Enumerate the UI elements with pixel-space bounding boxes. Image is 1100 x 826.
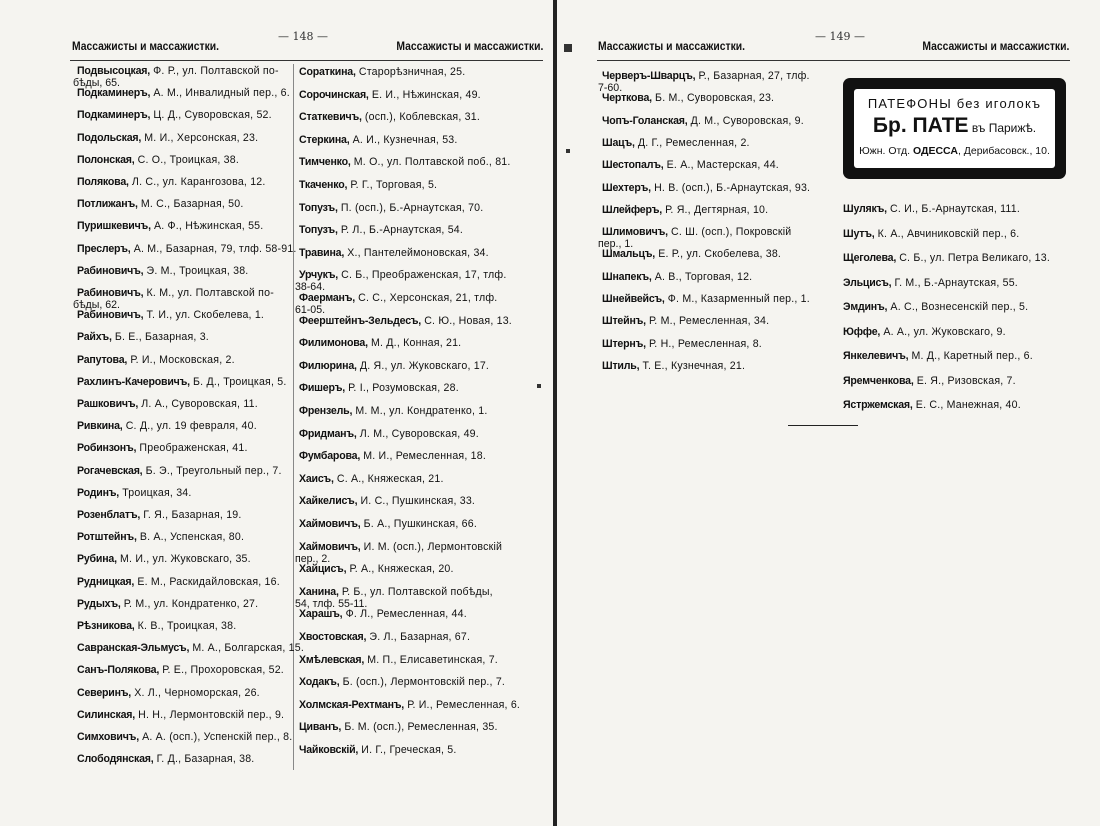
directory-entry [77,354,235,366]
entry-details: А. Ф., Нѣжинская, 55. [150,220,264,233]
edge-mark [537,384,541,388]
directory-entry [299,676,505,688]
directory-entry [843,301,1028,313]
header-rule [597,60,1070,61]
directory-entry [843,326,1006,338]
running-header-right: Массажисты и массажистки. [396,41,543,53]
entry-name: Рабиновичъ, [77,264,144,277]
entry-details: М. О., ул. Полтавской поб., 81. [350,156,511,169]
directory-entry [73,287,274,311]
entry-name: Северинъ, [77,686,132,699]
directory-entry [602,293,810,305]
entry-name: Феерштейнъ-Зельдесъ, [299,314,422,327]
directory-entry [295,269,507,294]
entry-continuation: бѣды, 62. [73,299,120,311]
directory-entry [299,450,486,462]
entry-name: Черткова, [602,92,652,105]
entry-details: В. А., Успенская, 80. [136,531,245,544]
entry-name: Подвысоцкая, [77,65,151,77]
entry-name: Рапутова, [77,353,128,366]
entry-name: Ротштейнъ, [77,531,137,544]
directory-entry [299,66,465,78]
entry-name: Ходакъ, [299,676,340,689]
directory-entry [602,92,774,104]
directory-entry [77,420,257,432]
directory-entry [602,204,768,216]
directory-entry [843,350,1033,362]
directory-entry [77,442,248,454]
entry-details: С. Д., ул. 19 февраля, 40. [122,420,257,433]
entry-continuation: бѣды, 65. [73,77,120,89]
directory-entry [77,509,242,521]
entry-name: Подольская, [77,131,142,144]
directory-entry [299,473,444,485]
directory-entry [73,65,279,89]
entry-name: Циванъ, [299,721,342,734]
directory-entry [602,338,762,350]
entry-name: Шацъ, [602,136,635,149]
entry-name: Шлимовичъ, [602,226,668,239]
entry-continuation: 61-05. [295,304,326,316]
directory-entry [602,360,745,372]
entry-details: Р. Г., Торговая, 5. [347,179,438,191]
entry-details: Б. (осп.), Лермонтовскiй пер., 7. [339,676,506,689]
entry-name: Рахлинъ-Качеровичъ, [77,375,190,388]
directory-entry [299,631,470,643]
directory-entry [299,337,461,349]
directory-entry [77,531,244,543]
directory-entry [295,540,503,565]
directory-entry [299,89,481,101]
entry-details: Ф. Л., Ремесленная, 44. [342,608,467,621]
directory-entry [77,398,258,410]
entry-details: Р. А., Княжеская, 20. [346,563,454,576]
entry-details: Р. I., Розумовская, 28. [345,382,459,395]
entry-details: Н. Н., Лермонтовскiй пер., 9. [135,708,285,721]
entry-name: Эмдинъ, [843,301,888,313]
entry-name: Стеркина, [299,133,350,146]
directory-entry [299,744,457,756]
entry-name: Шулякъ, [843,203,887,215]
entry-details: М. А., Болгарская, 15. [189,642,304,655]
directory-entry [299,247,489,259]
entry-details: Г. М., Б.-Арнаутская, 55. [891,276,1018,289]
ad-address [854,145,1055,157]
entry-details: М. С., Базарная, 50. [137,198,244,211]
entry-details: М. И., Ремесленная, 18. [360,450,486,463]
directory-entry [843,375,1016,387]
entry-name: Слободянская, [77,753,154,766]
entry-column-1 [73,65,304,775]
directory-entry [77,220,263,232]
entry-name: Преслеръ, [77,242,131,255]
ad-brand-tail: въ Парижѣ. [968,121,1037,135]
directory-entry [602,115,804,127]
entry-details: Е. Р., ул. Скобелева, 38. [655,248,782,261]
entry-name: Фридманъ, [299,427,357,440]
entry-name: Шутъ, [843,227,875,240]
directory-entry [77,331,209,343]
entry-details: Х. Л., Черноморская, 26. [131,686,260,699]
entry-details: Е. С., Манежная, 40. [912,399,1021,411]
entry-details: С. Б., Преображенская, 17, тлф. [338,269,507,282]
entry-details: Е. И., Нѣжинская, 49. [368,88,481,101]
entry-name: Щеголева, [843,252,897,264]
entry-name: Фишеръ, [299,382,346,395]
entry-name: Санъ-Полякова, [77,664,160,677]
directory-entry [843,399,1021,411]
entry-name: Силинская, [77,708,136,721]
entry-details: Б. Е., Базарная, 3. [111,331,209,344]
entry-name: Эльцисъ, [843,276,892,289]
entry-name: Шестопалъ, [602,159,664,172]
entry-details: К. М., ул. Полтавской по- [143,287,274,299]
entry-details: Р. И., Московская, 2. [127,353,235,366]
edge-mark [566,149,570,153]
entry-name: Френзель, [299,405,353,417]
entry-details: А. С., Вознесенскiй пер., 5. [887,301,1029,313]
entry-name: Черверъ-Шварцъ, [602,70,696,82]
entry-name: Родинъ, [77,486,120,499]
directory-entry [77,753,254,765]
ad-address-post: , Дерибасовск., 10. [957,145,1050,157]
section-end-rule [788,425,858,426]
entry-details: К. А., Авчиниковскiй пер., 6. [874,227,1020,240]
entry-name: Сораткина, [299,66,356,78]
entry-column-2 [295,66,544,776]
directory-entry [77,109,272,121]
header-rule [70,60,543,61]
entry-details: И. С., Пушкинская, 33. [357,495,476,508]
entry-name: Фаерманъ, [299,292,356,304]
entry-details: Ф. М., Казарменный пер., 1. [664,293,810,305]
entry-name: Рабиновичъ, [77,287,144,299]
entry-details: К. В., Троицкая, 38. [134,620,237,632]
directory-entry [77,576,280,588]
entry-details: Ф. Р., ул. Полтавской по- [150,65,279,77]
entry-details: Троицкая, 34. [119,486,192,499]
directory-entry [843,252,1050,264]
entry-details: Л. А., Суворовская, 11. [138,398,258,410]
entry-details: А. И., Кузнечная, 53. [349,133,458,146]
directory-entry [77,198,244,210]
column-divider [293,64,294,770]
entry-name: Холмская-Рехтманъ, [299,698,405,711]
directory-entry [77,154,239,166]
directory-entry [77,309,264,321]
directory-entry [77,664,284,676]
entry-continuation: 7-60. [598,82,623,94]
directory-entry [299,111,480,123]
ad-headline: ПАТЕФОНЫ без иголокъ [867,96,1042,111]
directory-entry [602,271,752,283]
entry-details: Б. Д., Троицкая, 5. [189,375,287,388]
entry-details: П. (осп.), Б.-Арнаутская, 70. [337,201,484,214]
directory-entry [299,654,498,666]
entry-details: Д. Я., ул. Жуковскаго, 17. [356,359,490,372]
running-header-left: Массажисты и массажистки. [72,41,219,53]
entry-name: Штиль, [602,359,640,372]
entry-name: Рашковичъ, [77,398,139,410]
entry-details: М. Д., Конная, 21. [367,337,462,350]
entry-details: И. Г., Греческая, 5. [358,744,457,756]
entry-details: Е. А., Мастерская, 44. [663,159,779,172]
directory-entry [77,376,287,388]
entry-details: Б. М. (осп.), Ремесленная, 35. [341,721,498,734]
directory-entry [299,202,483,214]
directory-entry [299,699,520,711]
page-number: — 148 — [278,30,328,43]
entry-name: Савранская-Эльмусъ, [77,642,190,655]
entry-name: Шлейферъ, [602,203,662,216]
directory-entry [299,179,437,191]
entry-name: Ястржемская, [843,399,913,411]
entry-name: Филюрина, [299,359,357,372]
ad-brand-line [854,114,1055,138]
directory-entry [602,315,769,327]
entry-name: Хайцисъ, [299,563,347,576]
entry-details: Б. А., Пушкинская, 66. [360,518,477,530]
entry-name: Пуришкевичъ, [77,220,151,233]
edge-mark [564,44,572,52]
directory-entry [77,465,282,477]
directory-entry [299,134,458,146]
entry-details: Р. Е., Прохоровская, 52. [159,664,284,677]
entry-name: Шехтеръ, [602,181,651,194]
directory-entry [77,642,304,654]
entry-details: Р., Базарная, 27, тлф. [695,70,810,82]
directory-entry [299,156,511,168]
entry-name: Ривкина, [77,420,123,433]
entry-details: (осп.), Коблевская, 31. [361,111,480,124]
entry-details: Р. М., ул. Кондратенко, 27. [120,597,259,610]
ad-city: ОДЕССА [912,145,958,157]
entry-continuation: пер., 2. [295,552,331,565]
entry-details: Б. Э., Треугольный пер., 7. [142,464,282,477]
entry-details: С. Ю., Новая, 13. [421,314,512,327]
entry-details: Е. Я., Ризовская, 7. [913,374,1016,387]
directory-entry [843,203,1020,215]
entry-details: Б. М., Суворовская, 23. [651,92,775,105]
entry-column-2 [843,203,1073,423]
entry-details: Ц. Д., Суворовская, 52. [150,109,272,122]
entry-continuation: 54, тлф. 55-11. [295,597,368,610]
directory-entry [299,428,479,440]
entry-name: Хмѣлевская, [299,653,365,666]
entry-details: Р. Б., ул. Полтавской побѣды, [338,585,493,598]
entry-name: Ханина, [299,585,339,598]
directory-entry [77,709,284,721]
entry-name: Яремченкова, [843,374,914,387]
entry-name: Подкаминеръ, [77,109,151,122]
entry-details: С. А., Княжеская, 21. [333,472,444,485]
page-number: — 149 — [815,30,865,43]
directory-entry [602,159,779,171]
entry-name: Сорочинская, [299,88,369,101]
entry-details: Р. М., Ремесленная, 34. [645,315,770,328]
entry-name: Ткаченко, [299,179,348,191]
entry-details: С. И., Б.-Арнаутская, 111. [886,203,1020,215]
entry-details: А. В., Торговая, 12. [651,270,753,283]
directory-entry [598,70,810,94]
entry-details: М. М., ул. Кондратенко, 1. [352,405,488,417]
directory-entry [295,585,493,610]
entry-details: Р. Н., Ремесленная, 8. [645,337,762,350]
entry-name: Хайкелисъ, [299,495,358,508]
entry-name: Полонская, [77,153,135,166]
entry-column-1 [598,70,837,430]
entry-name: Харашъ, [299,608,343,621]
entry-name: Хаисъ, [299,472,334,485]
entry-details: С. С., Херсонская, 21, тлф. [355,292,498,304]
entry-name: Райхъ, [77,331,112,344]
entry-name: Чопъ-Голанская, [602,114,688,127]
directory-entry [77,598,258,610]
entry-details: Т. И., ул. Скобелева, 1. [143,309,265,322]
right-page [557,0,1100,826]
entry-name: Юффе, [843,325,881,338]
entry-name: Шнапекъ, [602,270,652,283]
entry-details: А. А., ул. Жуковскаго, 9. [880,325,1006,338]
ad-brand: Бр. ПАТЕ [872,114,969,137]
directory-entry [598,226,792,251]
running-header-left: Массажисты и массажистки. [598,41,745,53]
directory-entry [299,360,489,372]
directory-entry [77,87,290,99]
entry-details: Т. Е., Кузнечная, 21. [639,359,746,372]
entry-name: Чайковскiй, [299,744,359,756]
entry-details: Д. М., Суворовская, 9. [687,114,804,127]
entry-details: Э. Л., Базарная, 67. [366,631,471,643]
entry-details: Р. Л., Б.-Арнаутская, 54. [337,224,464,237]
entry-details: Д. Г., Ремесленная, 2. [634,136,750,149]
entry-name: Рудницкая, [77,575,135,588]
directory-entry [843,228,1019,240]
entry-name: Статкевичъ, [299,111,362,124]
entry-details: А. А. (осп.), Успенскiй пер., 8. [138,731,293,743]
directory-entry [77,132,258,144]
entry-name: Янкелевичъ, [843,350,909,362]
entry-name: Штернъ, [602,337,646,350]
directory-entry [77,243,297,255]
advertisement-box [843,78,1066,179]
entry-name: Робинзонъ, [77,442,137,455]
entry-details: М. П., Елисаветинская, 7. [364,653,498,666]
directory-entry [602,137,750,149]
directory-entry [602,182,810,194]
directory-entry [299,495,475,507]
entry-details: Преображенская, 41. [136,442,248,455]
directory-entry [77,620,236,632]
directory-entry [77,265,248,277]
entry-name: Хаймовичъ, [299,518,361,530]
entry-name: Хвостовская, [299,631,367,643]
entry-details: А. М., Базарная, 79, тлф. 58-91. [130,242,297,255]
entry-details: Р. Я., Дегтярная, 10. [662,203,769,216]
entry-name: Потлижанъ, [77,198,138,211]
entry-name: Топузъ, [299,201,338,214]
entry-continuation: 38-64. [295,281,326,294]
entry-details: С. О., Троицкая, 38. [134,153,240,166]
directory-entry [602,248,781,260]
entry-details: Л. С., ул. Карангозова, 12. [128,176,266,188]
entry-details: А. М., Инвалидный пер., 6. [150,87,290,100]
directory-entry [295,292,498,316]
entry-continuation: пер., 1. [598,238,634,251]
entry-details: И. М. (осп.), Лермонтовскiй [360,540,503,553]
entry-name: Рабиновичъ, [77,309,144,322]
entry-name: Шмальцъ, [602,248,656,261]
entry-name: Травина, [299,246,345,259]
entry-details: С. Б., ул. Петра Великаго, 13. [896,252,1050,264]
entry-name: Шнейвейсъ, [602,293,665,305]
entry-details: Р. И., Ремесленная, 6. [404,698,521,711]
directory-entry [77,176,266,188]
entry-details: Г. Я., Базарная, 19. [140,509,242,521]
entry-name: Рубина, [77,553,117,566]
entry-details: Л. М., Суворовская, 49. [356,427,479,440]
entry-details: М. И., Херсонская, 23. [141,131,259,144]
entry-name: Подкаминеръ, [77,87,151,100]
directory-entry [299,518,477,530]
entry-name: Рѣзникова, [77,620,135,632]
entry-name: Тимченко, [299,156,351,169]
entry-name: Рудыхъ, [77,597,121,610]
entry-details: Н. В. (осп.), Б.-Арнаутская, 93. [650,181,811,194]
entry-name: Рогачевская, [77,464,143,477]
entry-details: Е. М., Раскидайловская, 16. [134,575,280,588]
entry-details: Э. М., Троицкая, 38. [143,264,249,277]
entry-name: Филимонова, [299,337,368,350]
entry-name: Топузъ, [299,224,338,237]
entry-details: С. Ш. (осп.), Покровскiй [667,226,792,239]
directory-entry [299,721,498,733]
directory-entry [77,731,292,743]
entry-name: Розенблатъ, [77,509,141,521]
advertisement-panel [854,89,1055,168]
directory-entry [299,405,488,417]
entry-name: Симховичъ, [77,731,139,743]
directory-entry [843,277,1018,289]
entry-details: М. Д., Каретный пер., 6. [908,350,1033,362]
directory-entry [299,315,512,327]
directory-entry [299,382,459,394]
entry-name: Фумбарова, [299,450,361,463]
entry-name: Полякова, [77,176,129,188]
directory-entry [299,608,467,620]
directory-entry [299,563,454,575]
directory-entry [299,224,463,236]
ad-address-pre: Южн. Отд. [859,145,913,157]
directory-entry [77,487,192,499]
entry-details: М. И., ул. Жуковскаго, 35. [116,553,251,566]
entry-details: Старорѣзничная, 25. [355,66,466,78]
entry-details: Х., Пантелеймоновская, 34. [344,246,489,259]
directory-entry [77,687,260,699]
entry-details: Г. Д., Базарная, 38. [153,753,255,766]
running-header-right: Массажисты и массажистки. [922,41,1069,53]
entry-name: Хаймовичъ, [299,540,361,553]
entry-name: Штейнъ, [602,315,646,328]
directory-entry [77,553,251,565]
entry-name: Урчукъ, [299,269,339,282]
